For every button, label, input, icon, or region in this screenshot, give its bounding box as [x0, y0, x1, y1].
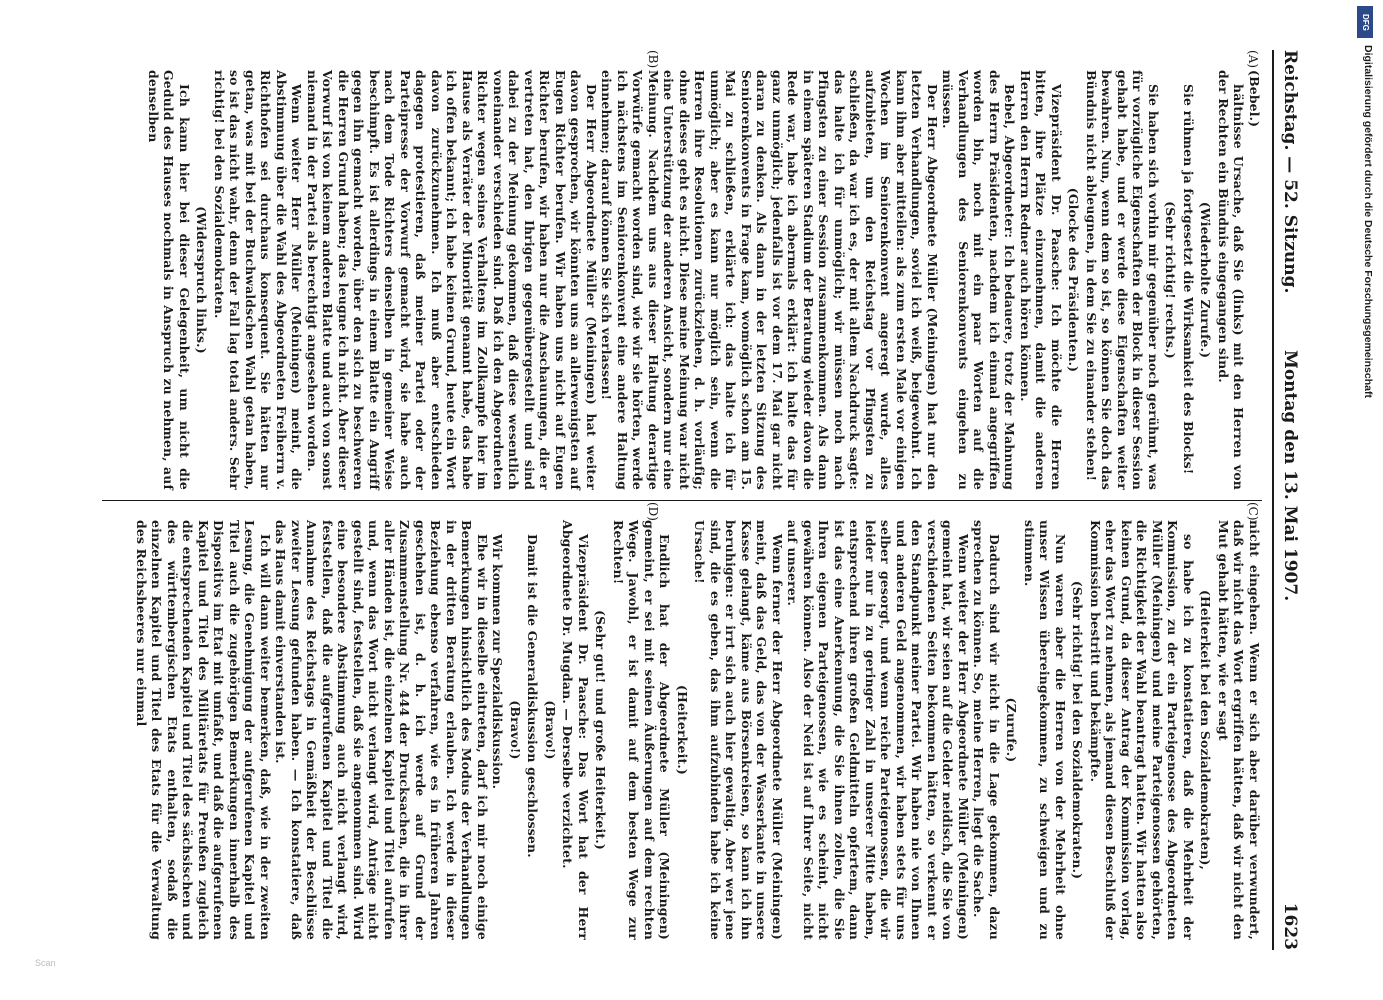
- marker-a: (A): [1246, 50, 1260, 69]
- header-date: Montag den 13. Mai 1907.: [1280, 350, 1300, 602]
- credit-text: Digitalisierung gefördert durch die Deutsche Forschungsgemeinschaft: [1362, 45, 1374, 398]
- left-column-paragraph: Wenn weiter Herr Müller (Meiningen) meint, die Abstimmung über die Wahl des Abgeordneten Freiherrn v. Richthofen sei durchaus konsequent. Sie hätten nur getan, was mit bei der Buchwaldschen Wahl getan haben, so ist das nicht wahr, denn der Fall lag total anders. Sehr richtig! bei den Sozialdemokraten.: [212, 70, 305, 490]
- left-column-paragraph: hältnisse Ursache, daß Sie (links) mit den Herren von der Rechten ein Bündnis eingegangen sind.: [1216, 70, 1247, 490]
- left-column-paragraph: Bebel, Abgeordneter: Ich bedauere, trotz der Mahnung des Herrn Präsidenten, nachdem ich einmal angegriffen worden bin, noch mit ein paar Worten auf die Verhandlungen des Seniorenkonvents eingehen zu müssen.: [940, 70, 1018, 490]
- right-column-paragraph: Wenn ferner der Herr Abgeordnete Müller (Meiningen) meint, daß das Geld, das von der Wasserkante in unsere Kasse gelangt, käme aus Börsenkreisen, so kann ich ihn beruhigen: er irrt sich auch hier gewaltig. Aber wer jene sind, die es geben, das ihm aufzubinden habe ich keine Ursache!: [692, 520, 785, 940]
- right-column-paragraph: Ich will dann weiter bemerken, daß, wie in der zweiten Lesung, die Genehmigung der aufgerufenen Kapitel und Titel auch die zugehörigen Bemerkungen innerhalb des Dispositivs im Etat mit umfaßt, und daß die aufgerufenen Kapitel und Titel des Militäretats für Preußen zugleich die entsprechenden Kapitel und Titel des sächsischen und des württembergischen Etats enthalten, sodaß die einzelnen Kapitel und Titel des Etats für die Verwaltung des Reichsheeres nur einmal: [134, 520, 273, 940]
- left-column: [146, 70, 1263, 490]
- page-number: 1623: [1280, 902, 1300, 950]
- right-column-paragraph: (Sehr richtig! bei den Sozialdemokraten.): [1070, 580, 1086, 880]
- right-column-paragraph: Ehe wir in dieselbe eintreten, darf ich mir noch einige Bemerkungen hinsichtlich des Modus der Verhandlungen in der dritten Beratung erlauben. Ich werde in dieser Beziehung ebenso verfahren, wie es in früheren Jahren geschehen ist, d. h. ich werde auf Grund der Zusammenstellung Nr. 444 der Drucksachen, die in ihrer aller Händen ist, die einzelnen Kapitel und Titel aufrufen und, wenn das Wort nicht verlangt wird, Anträge nicht gestellt sind, feststellen, daß sie angenommen sind. Wird eine besondere Abstimmung auch nicht verlangt wird, feststellen, daß die aufgerufenen Kapitel und Titel die Annahme des Reichstags in Gemäßheit der Beschlüsse zweiter Lesung gefunden haben. — Ich konstatiere, daß das Haus damit einverstanden ist.: [273, 520, 490, 940]
- right-column: [134, 520, 1263, 940]
- right-column-paragraph: Endlich hat der Abgeordnete Müller (Meiningen) gemeint, er sei mit seinen Äußerungen auf dem rechten Wege. Jawohl, er ist damit auf dem besten Wege zur Rechten!: [611, 520, 673, 940]
- right-column-paragraph: Wir kommen zur Spezialdiskussion.: [490, 534, 506, 790]
- left-column-paragraph: Ich kann hier bei dieser Gelegenheit, um nicht die Geduld des Hauses nochmals in Anspruch zu nehmen, auf denselben: [146, 70, 192, 490]
- page-header: [1272, 50, 1300, 950]
- left-column-paragraph: (Bebel.): [1247, 70, 1262, 128]
- right-column-paragraph: (Heiterkeit.): [675, 685, 690, 775]
- left-column-paragraph: Sie rühmen ja fortgesetzt die Wirksamkeit des Blocks!: [1181, 84, 1196, 475]
- rotated-page-content: [60, 50, 1300, 950]
- left-column-paragraph: Sie haben sich vorhin mir gegenüber noch gerühmt, was für vorzügliche Eigenschaften der Block in dieser Session gehabt habe, und er werde diese Eigenschaften weiter bewahren. Nun, wenn dem so ist, so können Sie doch das Bündnis nicht ableugnen, in dem Sie zu einander stehen!: [1084, 70, 1161, 490]
- marker-b: (B): [646, 50, 660, 69]
- left-column-paragraph: Der Herr Abgeordnete Müller (Meiningen) hat weiter davon gesprochen, wir könnten uns an allerwenigsten auf Eugen Richter berufen. Wir haben uns nicht auf Eugen Richter berufen, wir haben nur die Anschauungen, die er vertreten hat, den Ihrigen gegenübergestellt und sind dabei zu der Meinung gekommen, daß diese wesentlich voneinander verschieden sind. Daß ich den Abgeordneten Richter wegen seines Verhaltens im Zollkampfe hier im Hause als Verräter der Minorität genannt habe, das habe ich offen bekannt; ich habe keinen Grund, heute ein Wort davon zurückzunehmen. Ich muß aber entschieden dagegen protestieren, daß meiner Partei oder der Parteipresse der Vorwurf gemacht wird, sie habe auch nach dem Tode Richters denselben in gemeiner Weise beschimpft. Es ist allerdings in einem Blatte ein Angriff gegen ihn gemacht worden, über den sich zu beschweren die Herren Grund haben; das leugne ich nicht. Aber dieser Vorwurf ist von keinem anderen Blatte und auch von sonst niemand in der Partei als berechtigt angesehen worden.: [305, 70, 599, 490]
- header-left: Reichstag. — 52. Sitzung.: [1280, 50, 1300, 294]
- right-column-paragraph: (Sehr gut! und große Heiterkeit.): [593, 610, 609, 850]
- scan-mark: Scan: [35, 958, 56, 968]
- marker-d: (D): [646, 502, 660, 521]
- credit-strip: [1356, 5, 1376, 725]
- right-column-paragraph: (Heiterkeit bei den Sozialdemokraten),: [1198, 589, 1214, 871]
- column-divider: [102, 500, 1262, 501]
- left-column-paragraph: (Widerspruch links.): [194, 206, 210, 354]
- right-column-paragraph: so habe ich zu konstatieren, daß die Mehrheit der Kommission, zu der ein Parteigenosse des Abgeordneten Müller (Meiningen) und meine Parteigenossen gehörten, die Richtigkeit der Wahl beantragt hatten. Wir hatten also keinen Grund, da dieser Antrag der Kommission vorlag, eher das Wort zu nehmen, als jemand diesen Beschluß der Kommission bestritt und bekämpfte.: [1088, 520, 1196, 940]
- right-column-paragraph: nicht eingehen. Wenn er sich aber darüber verwundert, daß wir nicht das Wort ergriffen hätten, daß wir nicht den Mut gehabt hätten, wie er sagt: [1216, 520, 1262, 940]
- left-column-paragraph: Der Herr Abgeordnete Müller (Meiningen) hat nur den letzten Verhandlungen, soviel ich weiß, beigewohnt. Ich kann ihm aber mitteilen: als zum ersten Male vor einigen Wochen im Seniorenkonvent angeregt wurde, alles aufzubieten, um den Reichstag vor Pfingsten zu schließen, da war ich es, der mit allem Nachdruck sagte: das halte ich für unmöglich; wir müssen noch nach Pfingsten zu einer Session zusammenkommen. Als dann in einem späteren Stadium der Beratung wieder davon die Rede war, habe ich abermals erklärt: ich halte das für ganz unmöglich; jedenfalls ist vor dem 17. Mai gar nicht daran zu denken. Als dann in der letzten Sitzung des Seniorenkonvents in Frage kam, womöglich schon am 15. Mai zu schließen, erklärte ich: das halte ich für unmöglich; aber es kann nur möglich sein, wenn die Herren ihre Resolutionen zurückziehen, d. h. vorläufig; ohne dieses geht es nicht. Diese meine Meinung war nicht eine Unterstützung der anderen Ansicht, sondern nur eine Meinung. Nachdem uns aus dieser Haltung derartige Vorwürfe gemacht worden sind, wie wir sie hörten, werde ich nächstens im Seniorenkonvent eine andere Haltung einnehmen; darauf können Sie sich verlassen!: [599, 70, 940, 490]
- dfg-logo: DFG: [1357, 6, 1373, 38]
- left-column-paragraph: (Wiederholte Zurufe.): [1198, 201, 1214, 359]
- marker-c: (C): [1246, 502, 1260, 521]
- right-column-paragraph: (Bravo!): [508, 700, 523, 760]
- right-column-paragraph: Nun waren aber die Herren von der Mehrheit ohne unser Wissen übereingekommen, zu schweigen und zu stimmen.: [1022, 520, 1068, 940]
- right-column-paragraph: Damit ist die Generaldiskussion geschlossen.: [525, 534, 541, 858]
- left-column-paragraph: Vizepräsident Dr. Paasche: Ich möchte die Herren bitten, ihre Plätze einzunehmen, damit die anderen Herren den Herrn Redner auch hören können.: [1018, 70, 1064, 490]
- left-column-paragraph: (Sehr richtig! rechts.): [1163, 201, 1179, 359]
- right-column-paragraph: (Bravo!): [543, 700, 558, 760]
- right-column-paragraph: Dadurch sind wir nicht in die Lage gekommen, dazu sprechen zu können. So, meine Herren, liegt die Sache.: [971, 520, 1002, 940]
- left-column-paragraph: (Glocke des Präsidenten.): [1066, 187, 1082, 373]
- right-column-paragraph: Vizepräsident Dr. Paasche: Das Wort hat der Herr Abgeordnete Dr. Mugdan. — Derselbe verzichtet.: [560, 520, 591, 940]
- right-column-paragraph: (Zurufe.): [1004, 697, 1020, 763]
- right-column-paragraph: Wenn weiter der Herr Abgeordnete Müller (Meiningen) gemeint hat, wir seien auf die Gelder neidisch, die Sie von verschiedenen Seiten bekommen hätten, so verkennt er den Standpunkt meiner Partei. Wir haben nie von Ihnen und anderen Geld angenommen, wir haben stets für uns selber gesorgt, und wenn reiche Parteigenossen, die wir leider nur in zu geringer Zahl in unserer Mitte haben, entsprechend ihren großen Geldmitteln opfertem, dann ist das eine Anerkennung, die Sie ihnen zollen, die Sie Ihren eigenen Parteigenossen, wie es scheint, nicht gewähren können. Also der Neid ist auf Ihrer Seite, nicht auf unserer.: [785, 520, 971, 940]
